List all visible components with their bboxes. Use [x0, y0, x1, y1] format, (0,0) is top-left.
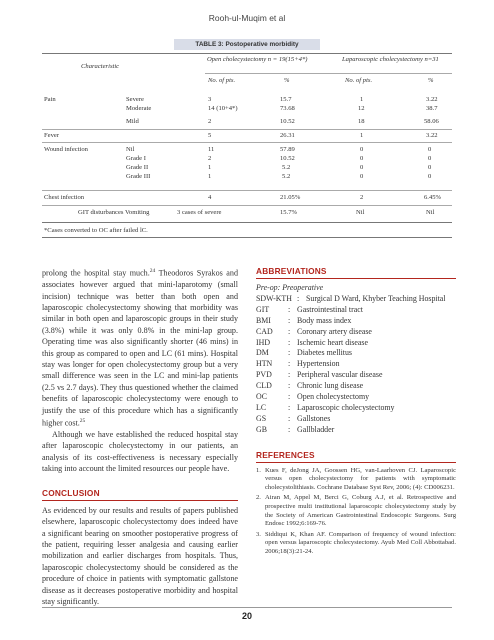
citation[interactable]: 25 [79, 417, 86, 424]
references-section [256, 450, 456, 557]
cell-lap-pct: 0 [428, 164, 432, 171]
abbreviation-row [256, 392, 456, 403]
body-text-fragment: Theodoros Syrakos and associates however argued that mini-laparotomy (small incision) technique was better than both open and laparoscopic cholecystectomy showing that morbidity was similar in both open and laparoscopic groups in their study (3.8%) while it was only 0.8% in the mini-lap group. Operating time was also significantly shorter (46 mins) in this group as compared to open and LC (61 mins). Hospital stay was longer for open cholecystectomy group but a very small difference was seen in the LC and mini-lap patients (2.5 vs 2.7 days). They thus questioned whether the claimed benefits of laparoscopic cholecystectomy were enough to justify the use of this procedure which has a significantly higher cost. [42, 268, 238, 428]
references-heading: REFERENCES [256, 449, 315, 460]
abbreviation-row [256, 294, 456, 305]
body-text [42, 266, 238, 475]
row-group: Fever [44, 132, 60, 139]
row-sub: Severe [126, 96, 144, 103]
cell-lap-pct: 0 [428, 173, 432, 180]
abbreviation-colon: : [288, 326, 291, 336]
abbreviation-value: Chronic lung disease [297, 381, 364, 391]
conclusion-heading: CONCLUSION [42, 487, 100, 498]
row-sub: Grade II [126, 164, 149, 171]
cell-open-pct: 73.68 [280, 105, 295, 112]
body-text-fragment: prolong the hospital stay much. [42, 268, 150, 278]
abbreviation-value: Hypertension [297, 359, 340, 369]
cell-open-n: 2 [208, 118, 212, 125]
running-head: Rooh-ul-Muqim et al [208, 13, 286, 23]
cell-open-pct: 26.31 [280, 132, 295, 139]
reference-item [256, 494, 456, 528]
abbreviation-row [256, 359, 456, 370]
cell-open-pct: 5.2 [282, 164, 291, 171]
cell-lap-n: 1 [360, 96, 364, 103]
cell-open-pct: 5.2 [282, 173, 291, 180]
cell-lap-pct: 3.22 [426, 132, 438, 139]
section-rule [256, 462, 456, 463]
abbreviation-key: GB [256, 424, 267, 434]
table-top-rule [42, 53, 452, 54]
row-sub: Nil [126, 146, 135, 153]
abbreviation-value: Ischemic heart disease [297, 337, 368, 347]
abbreviation-key: SDW-KTH [256, 293, 292, 303]
conclusion-text: As evidenced by our results and results of papers published elsewhere, laparoscopic cholecystectomy does indeed have a significant bearing on smoother postoperative progress of the patient, requiring lesser analgesia and causing earlier mobilization and earlier discharges from hospitals. Thus, laparoscopic cholecystectomy should be considered as the procedure of choice in patients with symptomatic gallstone disease as it decreases postoperative morbidity and hospital stay significantly. [42, 505, 238, 606]
abbreviation-value: Gallbladder [297, 424, 335, 434]
abbreviation-row [256, 305, 456, 316]
reference-item [256, 467, 456, 493]
conclusion-section [42, 488, 238, 608]
abbreviation-colon: : [288, 359, 291, 369]
cell-lap-n: 1 [360, 132, 364, 139]
cell-open-n: 14 (10+4*) [208, 105, 238, 112]
abbreviation-key: GIT [256, 304, 270, 314]
table-footnote: *Cases converted to OC after failed lC. [44, 227, 148, 234]
cell-lap-n: 18 [358, 118, 365, 125]
left-column [42, 266, 238, 607]
abbreviation-value: Gallstones [297, 413, 331, 423]
cell-lap-n: 0 [360, 146, 364, 153]
row-sub: Grade I [126, 155, 146, 162]
abbreviation-row [256, 403, 456, 414]
cell-open-pct: 15.7 [280, 96, 292, 103]
abbreviations-heading: ABBREVIATIONS [256, 266, 327, 276]
table-rule [42, 190, 452, 191]
row-sub: Grade III [126, 173, 151, 180]
table-rule [42, 129, 452, 130]
cell-open-pct: 10.52 [280, 118, 295, 125]
abbreviation-colon: : [288, 424, 291, 434]
cell-lap-pct: 38.7 [426, 105, 438, 112]
cell-open-n: 5 [208, 132, 212, 139]
abbreviation-colon: : [288, 315, 291, 325]
row-sub: Mild [126, 118, 139, 125]
abbreviation-key: CLD [256, 381, 272, 391]
footer-rule [42, 607, 452, 608]
abbreviation-key: CAD [256, 326, 273, 336]
page-number: 20 [241, 611, 252, 621]
cell-lap-pct: Nil [426, 209, 435, 216]
abbreviation-row [256, 327, 456, 338]
abbreviation-value: Gastrointestinal tract [297, 304, 363, 314]
section-rule [42, 500, 238, 501]
abbreviation-key: LC [256, 402, 267, 412]
reference-number: 1. [256, 466, 261, 474]
reference-number: 3. [256, 530, 261, 538]
abbreviation-preop: Pre-op: Preoperative [256, 283, 324, 292]
abbreviation-row [256, 348, 456, 359]
cell-open-n: 3 cases of severe [177, 209, 222, 216]
abbreviation-colon: : [288, 402, 291, 412]
abbreviation-colon: : [288, 392, 291, 402]
cell-lap-n: 0 [360, 173, 364, 180]
column-header-lap: Laparoscopic cholecystectomy n=31 [342, 56, 439, 63]
abbreviation-colon: : [288, 348, 291, 358]
abbreviation-row [256, 414, 456, 425]
body-paragraph: Although we have established the reduced hospital stay after laparoscopic cholecystectomy in our patients, an analysis of its cost-effectiveness is necessary especially taking into account the limited resources our people have. [42, 430, 238, 474]
cell-open-pct: 15.7% [280, 209, 298, 216]
row-group: Pain [44, 96, 56, 103]
abbreviation-value: Body mass index [297, 315, 352, 325]
table-rule [42, 142, 452, 143]
reference-text: Airan M, Appel M, Berci G, Coburg A.J, et al. Retrospective and prospective multi institutional laparoscopic cholecystectomy study by the Society of American Gastrointestinal Endoscopic Surgeons. Surg Endosc 1992;6:169-76. [265, 494, 456, 528]
cell-open-n: 11 [208, 146, 215, 153]
abbreviation-row [256, 381, 456, 392]
cell-open-pct: 21.05% [280, 194, 301, 201]
table-bottom-rule [42, 237, 452, 238]
cell-open-pct: 57.89 [280, 146, 295, 153]
table-rule [42, 205, 452, 206]
cell-lap-n: Nil [356, 209, 365, 216]
cell-open-n: 4 [208, 194, 212, 201]
cell-open-n: 1 [208, 164, 212, 171]
table-header-rule [205, 73, 452, 74]
cell-lap-pct: 3.22 [426, 96, 438, 103]
cell-open-n: 3 [208, 96, 212, 103]
cell-open-n: 2 [208, 155, 212, 162]
subheader: No. of pts. [208, 77, 236, 84]
column-header-characteristic: Characteristic [81, 63, 120, 70]
abbreviation-key: IHD [256, 337, 271, 347]
abbreviation-colon: : [288, 381, 291, 391]
abbreviation-row [256, 338, 456, 349]
references-list [256, 467, 456, 557]
cell-lap-pct: 6.45% [424, 194, 442, 201]
body-paragraph [42, 266, 238, 429]
abbreviation-key: DM [256, 348, 269, 358]
right-column [256, 266, 456, 559]
abbreviation-colon: : [288, 413, 291, 423]
abbreviation-key: PVD [256, 370, 272, 380]
cell-lap-n: 0 [360, 164, 364, 171]
cell-lap-n: 2 [360, 194, 364, 201]
cell-lap-n: 12 [358, 105, 365, 112]
row-sub: Moderate [126, 105, 152, 112]
reference-text: Siddiqui K, Khan AF. Comparison of frequency of wound infection: open versus laparoscopic cholecystectomy. Ayub Med Coll Abbottabad. 2006;18(3):21-24. [265, 530, 456, 556]
subheader: % [284, 77, 290, 84]
citation[interactable]: 24 [149, 268, 156, 274]
abbreviation-row [256, 425, 456, 436]
cell-lap-n: 0 [360, 155, 364, 162]
reference-text: Kues F, deJong JA, Goossen HG, van-Laarhoven CJ. Laparoscopic versus open cholecystectomy for patients with symptomatic cholecystolithiasis. Cochrane Database Syst Rev, 2006; (4): CD006231. [265, 466, 456, 491]
abbreviation-value: Surgical D Ward, Khyber Teaching Hospital [306, 293, 446, 303]
subheader: % [428, 77, 434, 84]
reference-number: 2. [256, 494, 261, 502]
row-group: GIT disturbances Vomiting [78, 209, 150, 216]
cell-open-n: 1 [208, 173, 212, 180]
cell-lap-pct: 0 [428, 146, 432, 153]
abbreviation-key: GS [256, 413, 267, 423]
cell-open-pct: 10.52 [280, 155, 295, 162]
subheader: No. of pts. [345, 77, 373, 84]
table-title: TABLE 3: Postoperative morbidity [174, 39, 320, 50]
row-group: Chest infection [44, 194, 85, 201]
abbreviation-key: OC [256, 392, 267, 402]
cell-lap-pct: 58.06 [424, 118, 439, 125]
abbreviation-row [256, 316, 456, 327]
abbreviation-row [256, 370, 456, 381]
table-rule [42, 222, 452, 223]
abbreviation-key: BMI [256, 315, 271, 325]
column-header-open: Open cholecystectomy n = 19(15+4*) [207, 56, 308, 63]
section-rule [256, 278, 456, 279]
abbreviation-value: Laparoscopic cholecystectomy [297, 402, 395, 412]
reference-item [256, 531, 456, 557]
abbreviation-value: Peripheral vascular disease [297, 370, 383, 380]
abbreviations-list [256, 283, 456, 436]
abbreviation-value: Open cholecystectomy [297, 392, 370, 402]
abbreviation-rows [256, 294, 456, 436]
abbreviation-colon: : [297, 293, 300, 303]
abbreviation-value: Diabetes mellitus [297, 348, 353, 358]
abbreviation-colon: : [288, 304, 291, 314]
cell-lap-pct: 0 [428, 155, 432, 162]
abbreviation-colon: : [288, 337, 291, 347]
row-group: Wound infection [44, 146, 88, 153]
abbreviation-colon: : [288, 370, 291, 380]
abbreviation-key: HTN [256, 359, 273, 369]
abbreviation-value: Coronary artery disease [297, 326, 372, 336]
